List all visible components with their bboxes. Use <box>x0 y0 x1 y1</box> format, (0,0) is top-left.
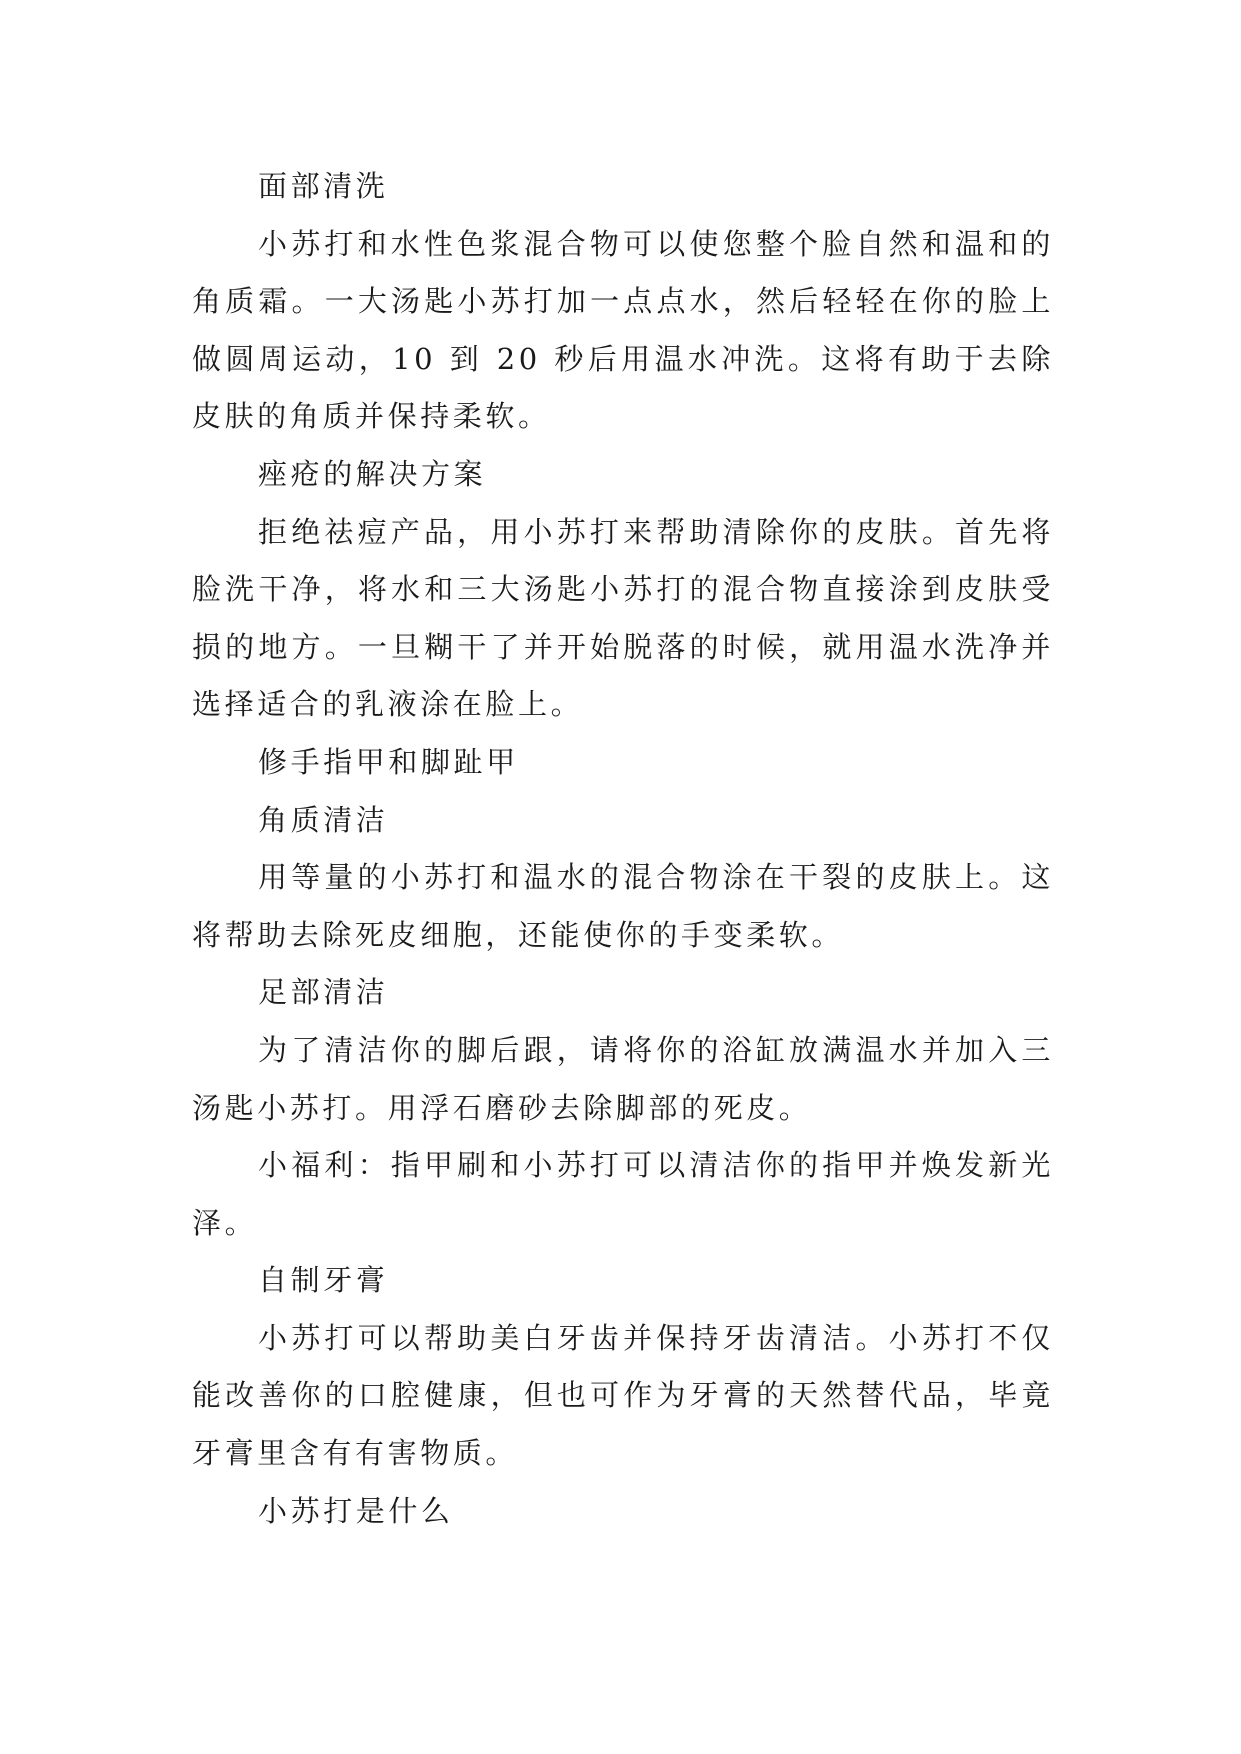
body-paragraph: 拒绝祛痘产品，用小苏打来帮助清除你的皮肤。首先将脸洗干净，将水和三大汤匙小苏打的混合物直接涂到皮肤受损的地方。一旦糊干了并开始脱落的时候，就用温水洗净并选择适合的乳液涂在脸上。 <box>192 514 1054 722</box>
section-heading-what-is-baking-soda: 小苏打是什么 <box>258 1493 454 1528</box>
section-heading-manicure-pedicure: 修手指甲和脚趾甲 <box>258 744 519 779</box>
body-paragraph: 为了清洁你的脚后跟，请将你的浴缸放满温水并加入三汤匙小苏打。用浮石磨砂去除脚部的死皮。 <box>192 1032 1054 1125</box>
section-heading-face-wash: 面部清洗 <box>258 169 389 203</box>
body-paragraph: 用等量的小苏打和温水的混合物涂在干裂的皮肤上。这将帮助去除死皮细胞，还能使你的手变柔软。 <box>192 860 1054 952</box>
body-paragraph-tip: 小福利：指甲刷和小苏打可以清洁你的指甲并焕发新光泽。 <box>192 1148 1054 1240</box>
document-page <box>192 158 1054 1540</box>
section-heading-foot-cleaning: 足部清洁 <box>258 975 389 1010</box>
body-paragraph: 小苏打和水性色浆混合物可以使您整个脸自然和温和的角质霜。一大汤匙小苏打加一点点水，然后轻轻在你的脸上做圆周运动，10 到 20 秒后用温水冲洗。这将有助于去除皮肤的角质并保持柔软。 <box>192 226 1054 434</box>
section-heading-homemade-toothpaste: 自制牙膏 <box>258 1263 389 1298</box>
section-heading-cuticle-cleaning: 角质清洁 <box>258 802 389 837</box>
body-paragraph: 小苏打可以帮助美白牙齿并保持牙齿清洁。小苏打不仅能改善你的口腔健康，但也可作为牙膏的天然替代品，毕竟牙膏里含有有害物质。 <box>192 1320 1054 1471</box>
section-heading-acne-solution: 痤疮的解决方案 <box>258 456 487 491</box>
